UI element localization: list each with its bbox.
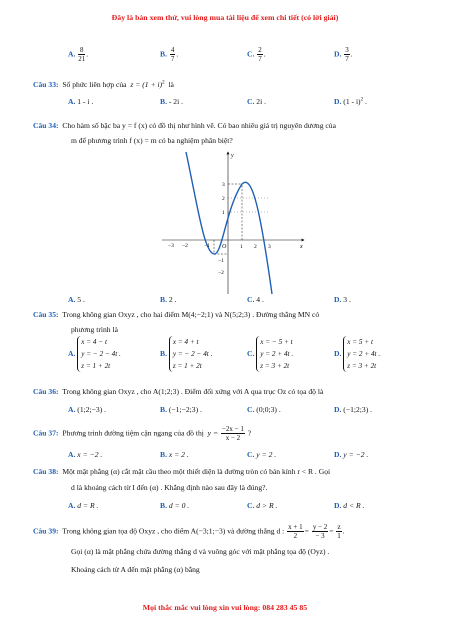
q34-option-d: D. 3 . [334, 295, 351, 304]
x-tick-label: −1 [204, 243, 210, 249]
q37-question: Câu 37: Phương trình đường tiệm cận ngang của đồ thị y = $\frac{-2x - 1}{x - 2}$ ? [33, 425, 252, 442]
x-tick-label: −3 [168, 243, 174, 249]
q34-option-b: B. 2 . [160, 295, 177, 304]
q38-question: Câu 38: Một mặt phẳng (α) cắt mặt cầu theo một thiết diện là đường tròn có bán kính r < R . Gọi [33, 467, 331, 476]
q32-option-a: A. $\frac{8}{21}$ . [68, 46, 89, 63]
q36-question: Câu 36: Trong không gian Oxyz , cho A(1;2;3) . Điểm đối xứng với A qua trục Oz có tọa độ là [33, 387, 324, 396]
q32-option-b: B. $\frac{4}{7}$ . [160, 46, 179, 63]
origin-label: O [222, 244, 227, 250]
q37-option-a: A. x = −2 . [68, 450, 103, 459]
q33-option-b: B. - 2i . [160, 97, 184, 106]
q34-graph [160, 148, 310, 296]
q36-option-a: A. (1;2;−3) . [68, 405, 107, 414]
q34-question: Câu 34: Cho hàm số bậc ba y = f (x) có đồ thị như hình vẽ. Có bao nhiêu giá trị nguyên dương của [33, 121, 336, 130]
q34-question-line2: m để phương trình f (x) = m có ba nghiệm phân biệt? [71, 136, 233, 145]
q35-option-c: C. x = − 5 + t y = 2 + 4t . z = 3 + 2t [247, 338, 294, 370]
header-banner: Đây là bản xem thử, vui lòng mua tài liệu để xem chi tiết (có lời giải) [111, 13, 339, 22]
q33-question: Câu 33: Số phức liên hợp của $z = (1 + i)^2$ là [33, 80, 174, 89]
y-tick-label: 3 [222, 182, 225, 188]
y-tick-label: 1 [222, 210, 225, 216]
q35-question: Câu 35: Trong không gian Oxyz , cho hai điểm M(4;−2;1) và N(5;2;3) . Đường thẳng MN có [33, 310, 320, 319]
footer-banner: Mọi thắc mắc vui lòng xin vui lòng: 084 283 45 85 [142, 603, 308, 612]
y-tick-label: −2 [218, 270, 224, 276]
q36-option-c: C. (0;0;3) . [247, 405, 281, 414]
q32-option-d: D. $\frac{3}{7}$ . [334, 46, 353, 63]
q39-question: Câu 39: Trong không gian tọa độ Oxyz , cho điểm A(−3;1;−3) và đường thẳng d : $\frac{x + 1}{2}$ = $\frac{y - 2}{- 3}$ = $\frac{z}{1}$ . [33, 523, 345, 540]
q39-question-line2: Gọi (α) là mặt phẳng chứa đường thẳng d và vuông góc với mặt phẳng tọa độ (Oyz) . [71, 547, 330, 556]
q38-option-a: A. d = R . [68, 501, 99, 510]
q37-option-d: D. y = −2 . [334, 450, 369, 459]
q35-option-d: D. x = 5 + t y = 2 + 4t . z = 3 + 2t [334, 338, 381, 370]
cubic-curve [186, 152, 272, 294]
q36-option-b: B. (−1;−2;3) . [160, 405, 202, 414]
q35-option-b: B. x = 4 + t y = − 2 − 4t . z = 1 + 2t [160, 338, 213, 370]
y-axis-label: y [231, 153, 234, 159]
q34-option-c: C. 4 . [247, 295, 264, 304]
x-tick-label: 3 [268, 244, 271, 250]
q38-option-b: B. d = 0 . [160, 501, 190, 510]
q38-option-c: C. d > R . [247, 501, 278, 510]
q33-option-d: D. (1 - i)$^2$ . [334, 97, 367, 106]
q33-option-c: C. 2i . [247, 97, 267, 106]
q38-question-line2: d là khoảng cách từ I đến (α) . Khẳng định nào sau đây là đúng?. [71, 483, 268, 492]
q39-question-line3: Khoảng cách từ A đến mặt phẳng (α) bằng [71, 565, 200, 574]
q35-option-a: A. x = 4 − t y = − 2 − 4t . z = 1 + 2t [68, 338, 121, 370]
q37-option-b: B. x = 2 . [160, 450, 189, 459]
x-axis-label: x [300, 244, 303, 250]
x-tick-label: −2 [182, 243, 188, 249]
q33-option-a: A. 1 - i . [68, 97, 94, 106]
y-tick-label: −1 [218, 258, 224, 264]
q32-option-c: C. $\frac{2}{7}$ . [247, 46, 266, 63]
x-tick-label: 1 [240, 244, 243, 250]
x-tick-label: 2 [254, 244, 257, 250]
y-tick-label: 2 [222, 196, 225, 202]
q34-option-a: A. 5 . [68, 295, 85, 304]
q36-option-d: D. (−1;2;3) . [334, 405, 373, 414]
q37-option-c: C. y = 2 . [247, 450, 277, 459]
q38-option-d: D. d < R . [334, 501, 365, 510]
q35-question-line2: phương trình là [71, 325, 118, 334]
